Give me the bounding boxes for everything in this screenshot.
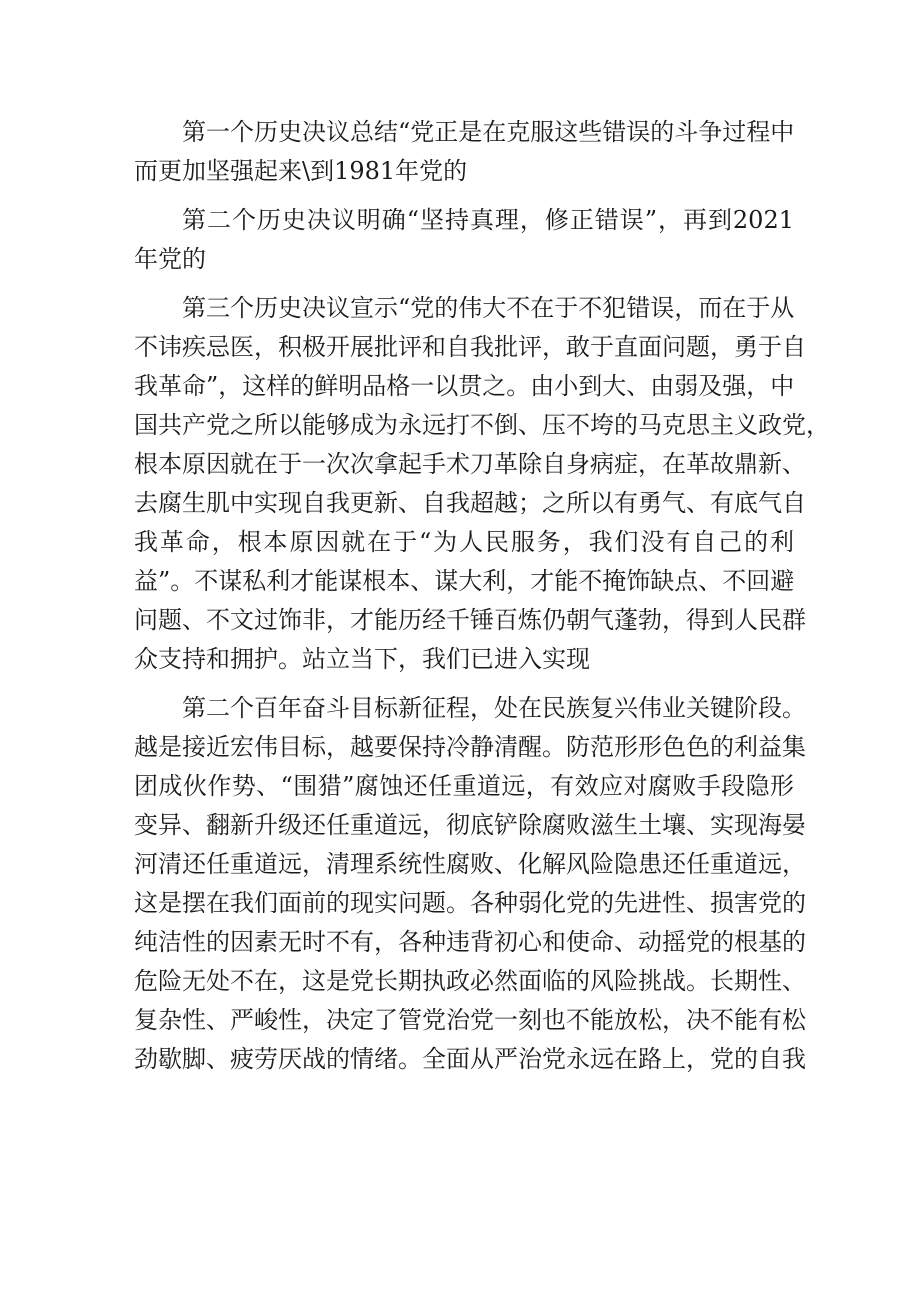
paragraph-line: 第二个百年奋斗目标新征程，处在民族复兴伟业关键阶段。 xyxy=(182,694,806,722)
paragraph-line: 危险无处不在，这是党长期执政必然面临的风险挑战。长期性、 xyxy=(134,967,806,995)
paragraph-line: 问题、不文过饰非，才能历经千锤百炼仍朝气蓬勃，得到人民群 xyxy=(134,606,806,634)
paragraph-line: 而更加坚强起来\到1981年党的 xyxy=(134,157,468,185)
paragraph-line: 我革命，根本原因就在于“为人民服务，我们没有自己的利 xyxy=(134,528,794,556)
paragraph-line: 国共产党之所以能够成为永远打不倒、压不垮的马克思主义政党， xyxy=(134,411,830,439)
paragraph-2 xyxy=(134,201,794,279)
paragraph-line: 劲歇脚、疲劳厌战的情绪。全面从严治党永远在路上，党的自我 xyxy=(134,1045,806,1073)
paragraph-line: 根本原因就在于一次次拿起手术刀革除自身病症，在革故鼎新、 xyxy=(134,450,806,478)
paragraph-line: 益”。不谋私利才能谋根本、谋大利，才能不掩饰缺点、不回避 xyxy=(134,567,795,595)
paragraph-line: 我革命”，这样的鲜明品格一以贯之。由小到大、由弱及强，中 xyxy=(134,372,795,400)
paragraph-line: 越是接近宏伟目标，越要保持冷静清醒。防范形形色色的利益集 xyxy=(134,733,806,761)
paragraph-line: 第一个历史决议总结“党正是在克服这些错误的斗争过程中 xyxy=(182,118,795,146)
paragraph-line: 这是摆在我们面前的现实问题。各种弱化党的先进性、损害党的 xyxy=(134,889,806,917)
paragraph-line: 团成伙作势、“围猎”腐蚀还任重道远，有效应对腐败手段隐形 xyxy=(134,772,794,800)
paragraph-line: 第三个历史决议宣示“党的伟大不在于不犯错误，而在于从 xyxy=(182,294,795,322)
paragraph-line: 河清还任重道远，清理系统性腐败、化解风险隐患还任重道远， xyxy=(134,850,806,878)
document-body xyxy=(134,113,830,1079)
paragraph-line: 第二个历史决议明确“坚持真理，修正错误”，再到2021 xyxy=(182,206,794,234)
paragraph-line: 不讳疾忌医，积极开展批评和自我批评，敢于直面问题，勇于自 xyxy=(134,333,806,361)
paragraph-1 xyxy=(134,113,794,191)
paragraph-line: 众支持和拥护。站立当下，我们已进入实现 xyxy=(134,645,590,673)
paragraph-4 xyxy=(134,689,806,1079)
paragraph-line: 纯洁性的因素无时不有，各种违背初心和使命、动摇党的根基的 xyxy=(134,928,806,956)
paragraph-3 xyxy=(134,289,830,679)
paragraph-line: 复杂性、严峻性，决定了管党治党一刻也不能放松，决不能有松 xyxy=(134,1006,806,1034)
paragraph-line: 去腐生肌中实现自我更新、自我超越；之所以有勇气、有底气自 xyxy=(134,489,806,517)
paragraph-line: 变异、翻新升级还任重道远，彻底铲除腐败滋生土壤、实现海晏 xyxy=(134,811,806,839)
paragraph-line: 年党的 xyxy=(134,245,206,273)
